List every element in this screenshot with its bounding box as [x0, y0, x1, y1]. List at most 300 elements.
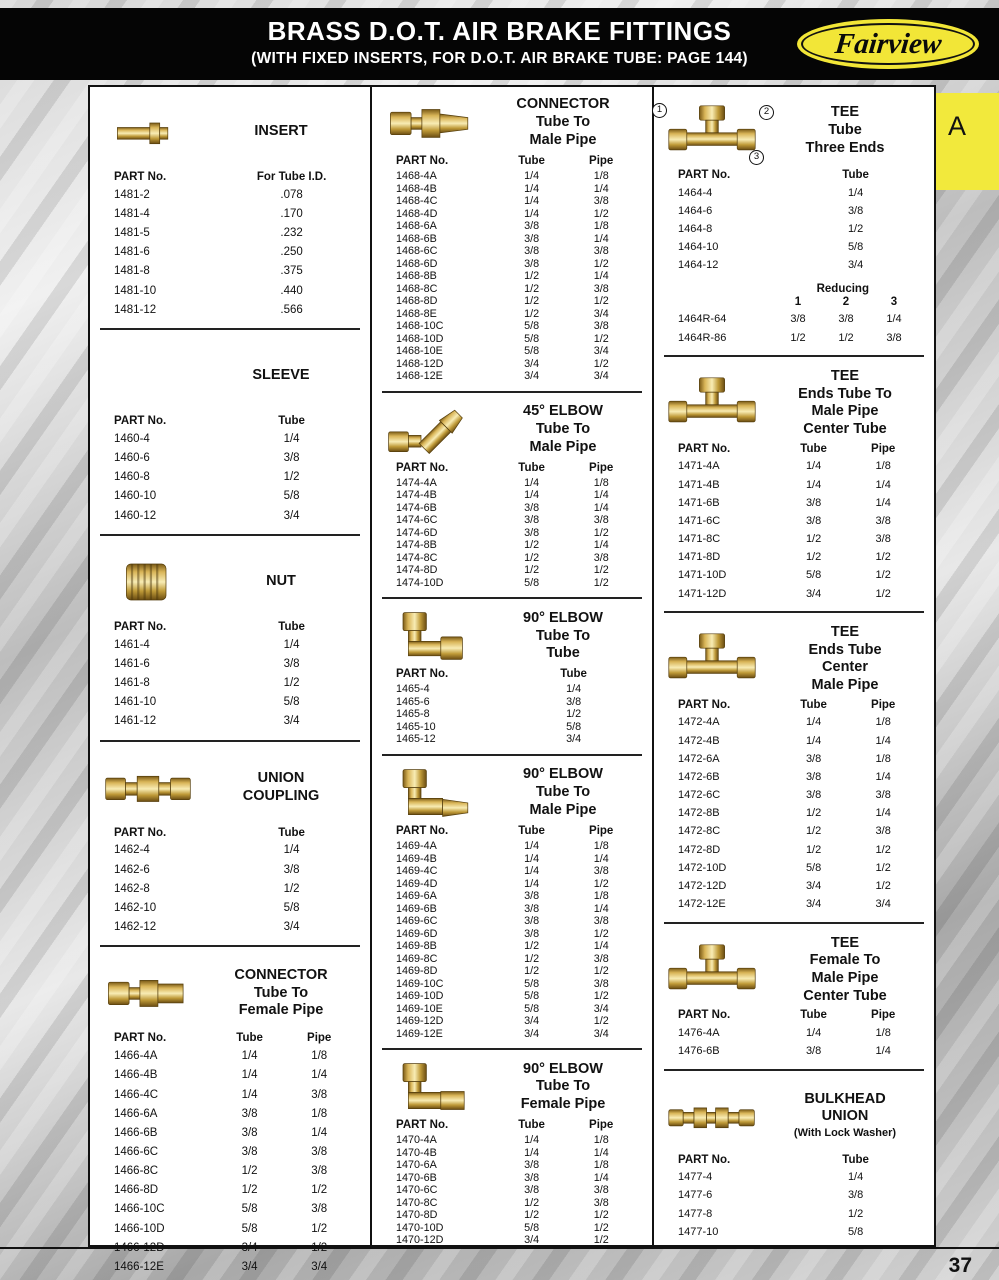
value-cell: 1/2 [593, 1209, 609, 1222]
part-number-cell: 1470-8C [396, 1196, 438, 1209]
value-cell: 1/4 [805, 478, 822, 491]
value-cell: 3/8 [524, 890, 540, 903]
value-cell: 1/4 [593, 940, 609, 953]
table-row [396, 308, 636, 321]
section-title-line: Male Pipe [529, 801, 597, 818]
value-cell: 5/8 [524, 990, 540, 1003]
table-row [396, 233, 636, 246]
table-row [678, 311, 918, 329]
product-section [654, 89, 934, 347]
section-title-line: Tube To [535, 784, 591, 801]
elbow90-female-fitting-photo [384, 1060, 476, 1114]
part-number-cell: 1469-6B [396, 902, 437, 915]
value-cell: 1/2 [875, 843, 891, 856]
value-cell: 1/2 [593, 877, 609, 890]
value-cell: 1/2 [875, 861, 891, 874]
table-row [396, 990, 636, 1003]
part-number-cell: 1469-6D [396, 927, 438, 940]
tee-female-male-pipe-fitting-photo [666, 943, 758, 997]
value-cell: 3/8 [805, 496, 822, 509]
column-header: Pipe [871, 442, 896, 455]
part-number-cell: 1469-10C [396, 977, 444, 990]
value-cell: 1/2 [283, 882, 300, 895]
value-cell: 5/8 [847, 241, 864, 254]
value-cell: 3/4 [524, 357, 540, 370]
connector-male-fitting-photo-wrap [382, 95, 478, 151]
value-cell: 3/4 [593, 307, 609, 320]
table-row [396, 333, 636, 346]
parts-table-header-row [114, 1032, 354, 1047]
section-title-line: Tube [546, 645, 580, 662]
value-cell: 1/4 [805, 1026, 822, 1039]
part-number-cell: 1470-6C [396, 1184, 438, 1197]
table-row [114, 1220, 354, 1239]
table-row [396, 1197, 636, 1210]
section-header [654, 616, 934, 697]
value-cell: 1/2 [524, 307, 540, 320]
tee-three-ends-fitting-photo-wrap [656, 103, 770, 162]
insert-fitting-photo-wrap [100, 104, 196, 160]
part-number-cell: 1466-4B [114, 1069, 158, 1082]
table-row [396, 721, 636, 734]
value-cell: 3/4 [566, 733, 582, 746]
column-header: 2 [842, 295, 850, 308]
column-header: PART No. [114, 171, 167, 183]
section-header [372, 759, 652, 823]
value-cell: 3/8 [886, 331, 902, 344]
value-cell: 1/4 [311, 1069, 328, 1082]
table-row [678, 823, 918, 841]
column-header: Tube [518, 461, 545, 474]
value-cell: 3/8 [524, 1159, 540, 1172]
catalog-column [652, 87, 934, 1245]
table-row [396, 853, 636, 866]
table-row [396, 1172, 636, 1185]
product-section [372, 89, 652, 383]
value-cell: 3/8 [805, 752, 822, 765]
part-number-cell: 1465-6 [396, 695, 430, 708]
table-row [114, 1105, 354, 1124]
column-header: PART No. [396, 668, 449, 681]
parts-table-header-row [678, 699, 918, 714]
value-cell: 1/4 [283, 432, 300, 445]
part-number-cell: 1472-6C [678, 789, 721, 802]
section-title-line: NUT [266, 573, 296, 590]
part-number-cell: 1469-12D [396, 1015, 444, 1028]
section-title-line: Male Pipe [811, 677, 879, 694]
value-cell: 1/4 [524, 852, 540, 865]
part-number-cell: 1470-6B [396, 1171, 437, 1184]
value-cell: 1/2 [593, 927, 609, 940]
value-cell: 3/8 [524, 232, 540, 245]
parts-table [114, 1032, 354, 1277]
value-cell: 3/8 [524, 902, 540, 915]
value-cell: 1/8 [593, 890, 609, 903]
part-number-cell: 1464R-86 [678, 331, 727, 344]
value-cell: 3/8 [593, 320, 609, 333]
part-number-cell: 1472-4A [678, 716, 720, 729]
table-row [396, 564, 636, 577]
table-row [396, 345, 636, 358]
column-header: PART No. [396, 824, 449, 837]
column-header: PART No. [678, 1009, 731, 1022]
value-cell: 3/4 [283, 921, 300, 934]
table-row [396, 514, 636, 527]
table-row [396, 928, 636, 941]
section-title-line: CONNECTOR [516, 96, 610, 113]
page-number: 37 [948, 1254, 972, 1277]
value-cell: 3/8 [524, 220, 540, 233]
value-cell: 3/8 [524, 1184, 540, 1197]
section-title-line: Tube To [535, 627, 591, 644]
value-cell: 1/2 [593, 332, 609, 345]
table-row [678, 768, 918, 786]
value-cell: 5/8 [524, 345, 540, 358]
value-cell: 3/8 [593, 514, 609, 527]
part-number-cell: 1481-12 [114, 303, 157, 316]
value-cell: 5/8 [847, 1225, 864, 1238]
value-cell: 3/8 [805, 1045, 822, 1058]
column-header: PART No. [114, 415, 167, 428]
value-cell: 1/4 [524, 865, 540, 878]
parts-table-header-row [396, 462, 636, 477]
value-cell: 1/2 [790, 331, 806, 344]
value-cell: 1/2 [524, 952, 540, 965]
value-cell: 3/8 [566, 695, 582, 708]
value-cell: 1/2 [875, 569, 891, 582]
parts-table-header-row [678, 169, 918, 184]
table-row [114, 636, 354, 655]
part-number-cell: 1468-12D [396, 357, 444, 370]
value-cell: 3/8 [524, 915, 540, 928]
table-row [396, 320, 636, 333]
value-cell: 1/4 [524, 1146, 540, 1159]
section-title-line: 90° ELBOW [523, 766, 603, 783]
product-section [90, 333, 370, 526]
table-row [678, 184, 918, 202]
value-cell: 1/2 [524, 1209, 540, 1222]
part-number-cell: 1468-12E [396, 370, 443, 383]
column-header: 3 [890, 295, 898, 308]
section-divider [664, 922, 924, 924]
part-number-cell: 1469-4B [396, 852, 437, 865]
tee-female-male-pipe-fitting-photo-wrap [664, 942, 760, 998]
value-cell: .250 [280, 246, 303, 259]
table-row [114, 263, 354, 282]
value-cell: 3/8 [593, 952, 609, 965]
value-cell: 1/4 [847, 1171, 864, 1184]
table-row [114, 1124, 354, 1143]
section-title [482, 766, 644, 819]
section-title-line: 90° ELBOW [523, 609, 603, 626]
section-title-line: Female Pipe [520, 1096, 606, 1113]
table-row [396, 1234, 636, 1247]
part-number-cell: 1472-6A [678, 752, 720, 765]
part-number-cell: 1477-4 [678, 1171, 713, 1184]
parts-table [678, 1154, 918, 1242]
part-number-cell: 1474-6D [396, 526, 438, 539]
product-section [90, 950, 370, 1277]
part-number-cell: 1468-6A [396, 220, 437, 233]
value-cell: 3/4 [875, 898, 891, 910]
table-row [114, 488, 354, 507]
table-row [396, 708, 636, 721]
parts-table [114, 621, 354, 732]
table-row [114, 301, 354, 320]
value-cell: 1/2 [241, 1184, 258, 1197]
part-number-cell: 1476-4A [678, 1026, 720, 1039]
section-header [654, 360, 934, 441]
value-cell: 1/4 [593, 1146, 609, 1159]
section-header [372, 1053, 652, 1117]
section-title-line: Tube To [535, 420, 591, 437]
value-cell: 1/2 [805, 843, 822, 856]
table-row [396, 696, 636, 709]
value-cell: 3/8 [593, 195, 609, 208]
part-number-cell: 1465-8 [396, 708, 430, 721]
parts-table-header-row [396, 668, 636, 683]
part-number-cell: 1462-12 [114, 921, 157, 934]
value-cell: 3/8 [241, 1146, 258, 1159]
section-index-tab: A [936, 93, 999, 190]
value-cell: 3/8 [847, 1189, 864, 1202]
value-cell: 1/4 [241, 1088, 258, 1101]
column-header: PART No. [678, 698, 731, 711]
value-cell: 3/8 [524, 514, 540, 527]
column-header: Tube [800, 698, 827, 711]
section-title-line: Male Pipe [811, 969, 879, 986]
value-cell: .375 [280, 265, 303, 278]
value-cell: 3/8 [805, 770, 822, 783]
value-cell: .440 [280, 284, 303, 297]
parts-table [396, 825, 636, 1040]
value-cell: 1/8 [593, 1159, 609, 1172]
table-row [678, 512, 918, 530]
section-title-line: Female To [809, 952, 881, 969]
table-row [678, 805, 918, 823]
part-number-cell: 1472-10D [678, 861, 727, 874]
part-number-cell: 1470-4A [396, 1134, 437, 1147]
part-number-cell: 1472-8D [678, 843, 721, 856]
section-header [90, 333, 370, 413]
value-cell: 1/2 [524, 270, 540, 283]
section-header [372, 89, 652, 153]
table-row [396, 903, 636, 916]
part-number-cell: 1471-8D [678, 551, 721, 564]
part-number-cell: 1466-6B [114, 1126, 158, 1139]
part-number-cell: 1464-6 [678, 204, 713, 217]
part-number-cell: 1462-6 [114, 863, 150, 876]
part-number-cell: 1469-8C [396, 952, 438, 965]
table-row [678, 750, 918, 768]
value-cell: 1/2 [283, 676, 300, 689]
part-number-cell: 1468-6C [396, 245, 438, 258]
parts-table-header-row [396, 1119, 636, 1134]
table-row [396, 539, 636, 552]
value-cell: 3/8 [524, 245, 540, 258]
section-divider [100, 740, 360, 742]
value-cell: 1/8 [593, 839, 609, 852]
part-number-cell: 1468-10E [396, 345, 443, 358]
column-header: Tube [842, 169, 869, 181]
table-row [396, 527, 636, 540]
value-cell: 3/8 [593, 1196, 609, 1209]
table-row [114, 1162, 354, 1181]
part-number-cell: 1468-8B [396, 270, 437, 283]
section-title-line: Tube To [535, 114, 591, 131]
part-number-cell: 1468-8E [396, 307, 437, 320]
product-section [654, 360, 934, 603]
table-row [678, 1223, 918, 1241]
section-divider [382, 1048, 642, 1050]
parts-table [678, 699, 918, 914]
value-cell: 1/4 [593, 182, 609, 195]
section-title [764, 368, 926, 439]
value-cell: 1/4 [593, 501, 609, 514]
table-row [114, 1182, 354, 1201]
product-section [372, 602, 652, 746]
bulkhead-union-fitting-photo-wrap [664, 1088, 760, 1144]
value-cell: 1/4 [875, 807, 891, 820]
section-header [90, 950, 370, 1030]
part-number-cell: 1471-8C [678, 533, 721, 546]
value-cell: 3/8 [311, 1165, 328, 1178]
value-cell: 3/8 [241, 1107, 258, 1120]
table-row [396, 195, 636, 208]
section-title-line: Female Pipe [238, 1002, 324, 1019]
section-title-line: Tube To [253, 984, 309, 1001]
value-cell: 1/4 [593, 902, 609, 915]
section-title [764, 104, 926, 157]
column-header: Tube [800, 1009, 827, 1022]
value-cell: 3/8 [875, 789, 891, 802]
part-number-cell: 1477-8 [678, 1207, 713, 1220]
column-header: Pipe [589, 1119, 614, 1132]
section-title-line: TEE [830, 934, 860, 951]
value-cell: 1/2 [875, 551, 891, 564]
part-number-cell: 1469-6A [396, 890, 437, 903]
value-cell: 3/8 [283, 452, 300, 465]
value-cell: 3/8 [524, 526, 540, 539]
table-row [396, 878, 636, 891]
tee-center-male-pipe-fitting-photo [666, 632, 758, 686]
table-row [396, 1028, 636, 1041]
section-title-line: UNION [257, 769, 305, 786]
value-cell: 1/4 [524, 877, 540, 890]
part-number-cell: 1472-6B [678, 770, 720, 783]
section-title [200, 367, 362, 385]
section-header [654, 927, 934, 1008]
value-cell: 3/4 [593, 1027, 609, 1040]
table-row [678, 458, 918, 476]
value-cell: 1/2 [593, 965, 609, 978]
table-row [396, 733, 636, 746]
value-cell: 1/2 [593, 1234, 609, 1247]
callout-2: 2 [759, 105, 774, 120]
table-row [678, 1205, 918, 1223]
part-number-cell: 1462-10 [114, 901, 157, 914]
part-number-cell: 1469-4D [396, 877, 438, 890]
product-section [90, 745, 370, 938]
value-cell: 3/8 [838, 313, 854, 326]
part-number-cell: 1474-8C [396, 551, 438, 564]
table-row [396, 489, 636, 502]
column-header: Tube [518, 1119, 545, 1132]
value-cell: 1/2 [805, 533, 822, 546]
value-cell: 3/8 [283, 863, 300, 876]
value-cell: 1/2 [566, 708, 582, 721]
section-title-note: (With Lock Washer) [793, 1127, 897, 1140]
section-divider [382, 391, 642, 393]
part-number-cell: 1464-10 [678, 241, 719, 254]
value-cell: 1/4 [524, 207, 540, 220]
table-row [396, 865, 636, 878]
value-cell: 5/8 [283, 490, 300, 503]
value-cell: 1/2 [593, 526, 609, 539]
value-cell: 3/8 [524, 927, 540, 940]
table-row [396, 683, 636, 696]
value-cell: 1/4 [593, 489, 609, 502]
table-row [114, 693, 354, 712]
part-number-cell: 1465-12 [396, 733, 436, 746]
part-number-cell: 1470-4B [396, 1146, 437, 1159]
insert-fitting-photo [102, 105, 194, 159]
section-divider [382, 597, 642, 599]
value-cell: 1/8 [875, 716, 891, 729]
value-cell: 1/4 [524, 489, 540, 502]
table-row [396, 953, 636, 966]
value-cell: 1/2 [593, 207, 609, 220]
table-row [396, 283, 636, 296]
value-cell: 3/4 [524, 370, 540, 383]
tee-ends-tube-male-pipe-fitting-photo-wrap [664, 375, 760, 431]
table-row [396, 915, 636, 928]
value-cell: 3/8 [311, 1088, 328, 1101]
value-cell: 1/8 [311, 1107, 328, 1120]
table-row [396, 1003, 636, 1016]
parts-table-header-row [114, 827, 354, 842]
part-number-cell: 1460-10 [114, 490, 157, 503]
fairview-logo [797, 19, 979, 69]
table-row [678, 1024, 918, 1042]
page-footer [0, 1247, 999, 1280]
section-title-line: UNION [821, 1108, 869, 1125]
part-number-cell: 1470-12D [396, 1234, 444, 1247]
part-number-cell: 1464-12 [678, 259, 719, 272]
product-section [654, 927, 934, 1061]
section-title-line: Three Ends [805, 139, 885, 156]
fitting-image-placeholder [100, 348, 196, 404]
connector-male-fitting-photo [384, 96, 476, 150]
column-header: PART No. [114, 826, 167, 839]
table-row [114, 674, 354, 693]
part-number-cell: 1466-12E [114, 1260, 164, 1273]
part-number-cell: 1472-8B [678, 807, 720, 820]
part-number-cell: 1471-4A [678, 460, 720, 473]
tee-three-ends-fitting-photo [666, 104, 758, 158]
part-number-cell: 1466-8D [114, 1184, 159, 1197]
table-row [678, 238, 918, 256]
column-header: PART No. [114, 620, 167, 633]
section-title [482, 1061, 644, 1114]
table-row [396, 1222, 636, 1235]
value-cell: 3/8 [593, 282, 609, 295]
part-number-cell: 1471-10D [678, 569, 727, 582]
part-number-cell: 1469-12E [396, 1027, 443, 1040]
section-title-line: TEE [830, 368, 860, 385]
parts-table-header-row [114, 171, 354, 186]
value-cell: 3/8 [524, 257, 540, 270]
